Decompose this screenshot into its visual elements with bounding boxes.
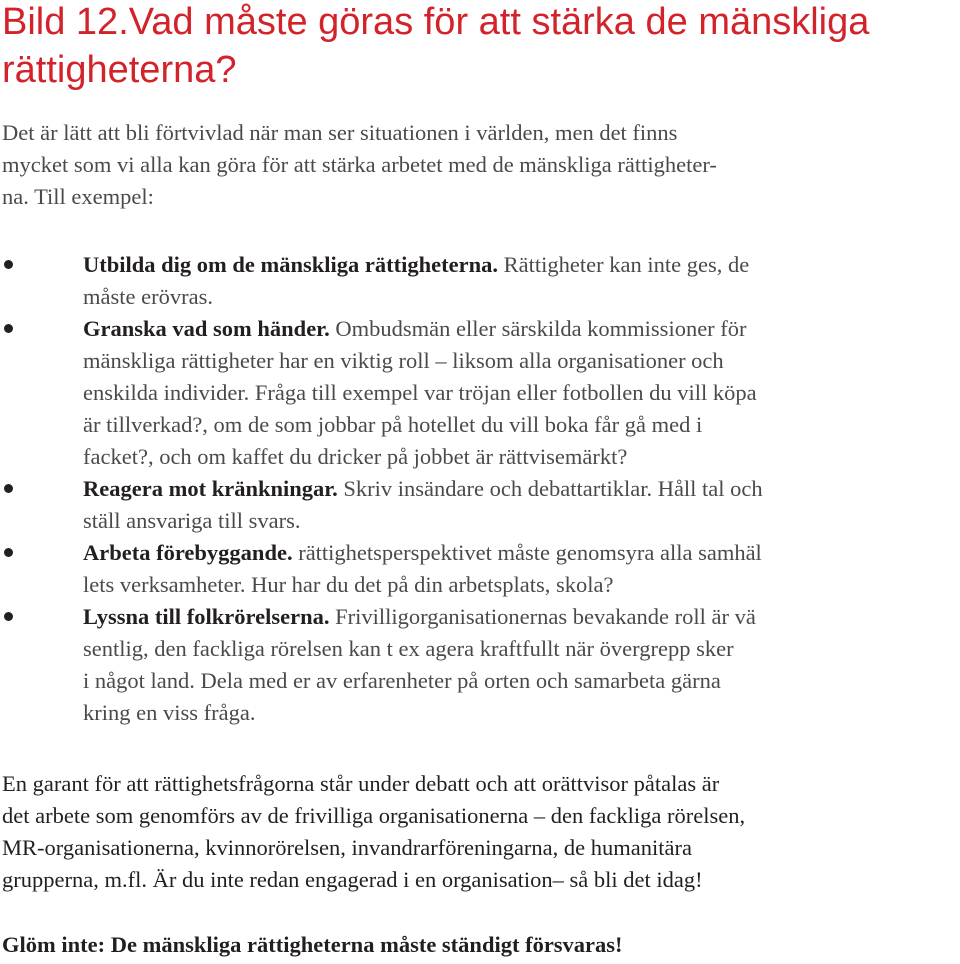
list-item-heading: Reagera mot kränkningar. (83, 476, 338, 501)
closing-line: En garant för att rättighetsfrågorna står under debatt och att orättvisor påtalas är (2, 771, 720, 796)
closing-line: MR-organisationerna, kvinnorörelsen, invandrarföreningarna, de humanitära (2, 835, 692, 860)
list-item-line: facket?, och om kaffet du dricker på jobbet är rättvisemärkt? (83, 444, 628, 469)
bullet-icon (4, 612, 13, 621)
list-item (0, 601, 960, 729)
closing-paragraph (2, 768, 958, 896)
list-item-heading: Lyssna till folkrörelserna. (83, 604, 330, 629)
list-item-text: rättighetsperspektivet måste genomsyra alla samhäl (292, 540, 762, 565)
intro-line: mycket som vi alla kan göra för att stärka arbetet med de mänskliga rättigheter- (2, 152, 717, 177)
list-item-line: enskilda individer. Fråga till exempel var tröjan eller fotbollen du vill köpa (83, 380, 757, 405)
page-title: Bild 12.Vad måste göras för att stärka de mänskliga rättigheterna? (2, 1, 870, 91)
list-item (0, 249, 960, 313)
list-item-heading: Granska vad som händer. (83, 316, 330, 341)
list-item-heading: Arbeta förebyggande. (83, 540, 293, 565)
list-item-line: sentlig, den fackliga rörelsen kan t ex agera kraftfullt när övergrepp sker (83, 636, 734, 661)
intro-line: Det är lätt att bli förtvivlad när man ser situationen i världen, men det finns (2, 120, 678, 145)
list-item (0, 313, 960, 473)
list-item-line: kring en viss fråga. (83, 700, 256, 725)
list-item-first-line (83, 537, 960, 569)
list-item-line: är tillverkad?, om de som jobbar på hotellet du vill boka får gå med i (83, 412, 703, 437)
intro-paragraph (2, 117, 932, 213)
final-statement: Glöm inte: De mänskliga rättigheterna måste ständigt försvaras! (2, 932, 623, 957)
list-item-line: måste erövras. (83, 284, 213, 309)
list-item-first-line (83, 601, 960, 633)
list-item-text: Skriv insändare och debattartiklar. Håll tal och (337, 476, 763, 501)
closing-line: det arbete som genomförs av de frivilliga organisationerna – den fackliga rörelsen, (2, 803, 746, 828)
list-item-text: Rättigheter kan inte ges, de (498, 252, 750, 277)
action-list (0, 249, 960, 729)
closing-line: grupperna, m.fl. Är du inte redan engagerad i en organisation– så bli det idag! (2, 867, 703, 892)
list-item (0, 537, 960, 601)
list-item-line: i något land. Dela med er av erfarenheter på orten och samarbeta gärna (83, 668, 721, 693)
list-item-first-line (83, 313, 960, 345)
list-item-text: Ombudsmän eller särskilda kommissioner för (329, 316, 747, 341)
list-item-first-line (83, 473, 960, 505)
bullet-icon (4, 260, 13, 269)
list-item-heading: Utbilda dig om de mänskliga rättigheterna. (83, 252, 499, 277)
list-item-line: lets verksamheter. Hur har du det på din arbetsplats, skola? (83, 572, 614, 597)
list-item-first-line (83, 249, 960, 281)
bullet-icon (4, 548, 13, 557)
list-item-line: mänskliga rättigheter har en viktig roll – liksom alla organisationer och (83, 348, 724, 373)
list-item-line: ställ ansvariga till svars. (83, 508, 301, 533)
bullet-icon (4, 324, 13, 333)
list-item-text: Frivilligorganisationernas bevakande roll är vä (329, 604, 756, 629)
intro-line: na. Till exempel: (2, 184, 154, 209)
list-item (0, 473, 960, 537)
bullet-icon (4, 484, 13, 493)
